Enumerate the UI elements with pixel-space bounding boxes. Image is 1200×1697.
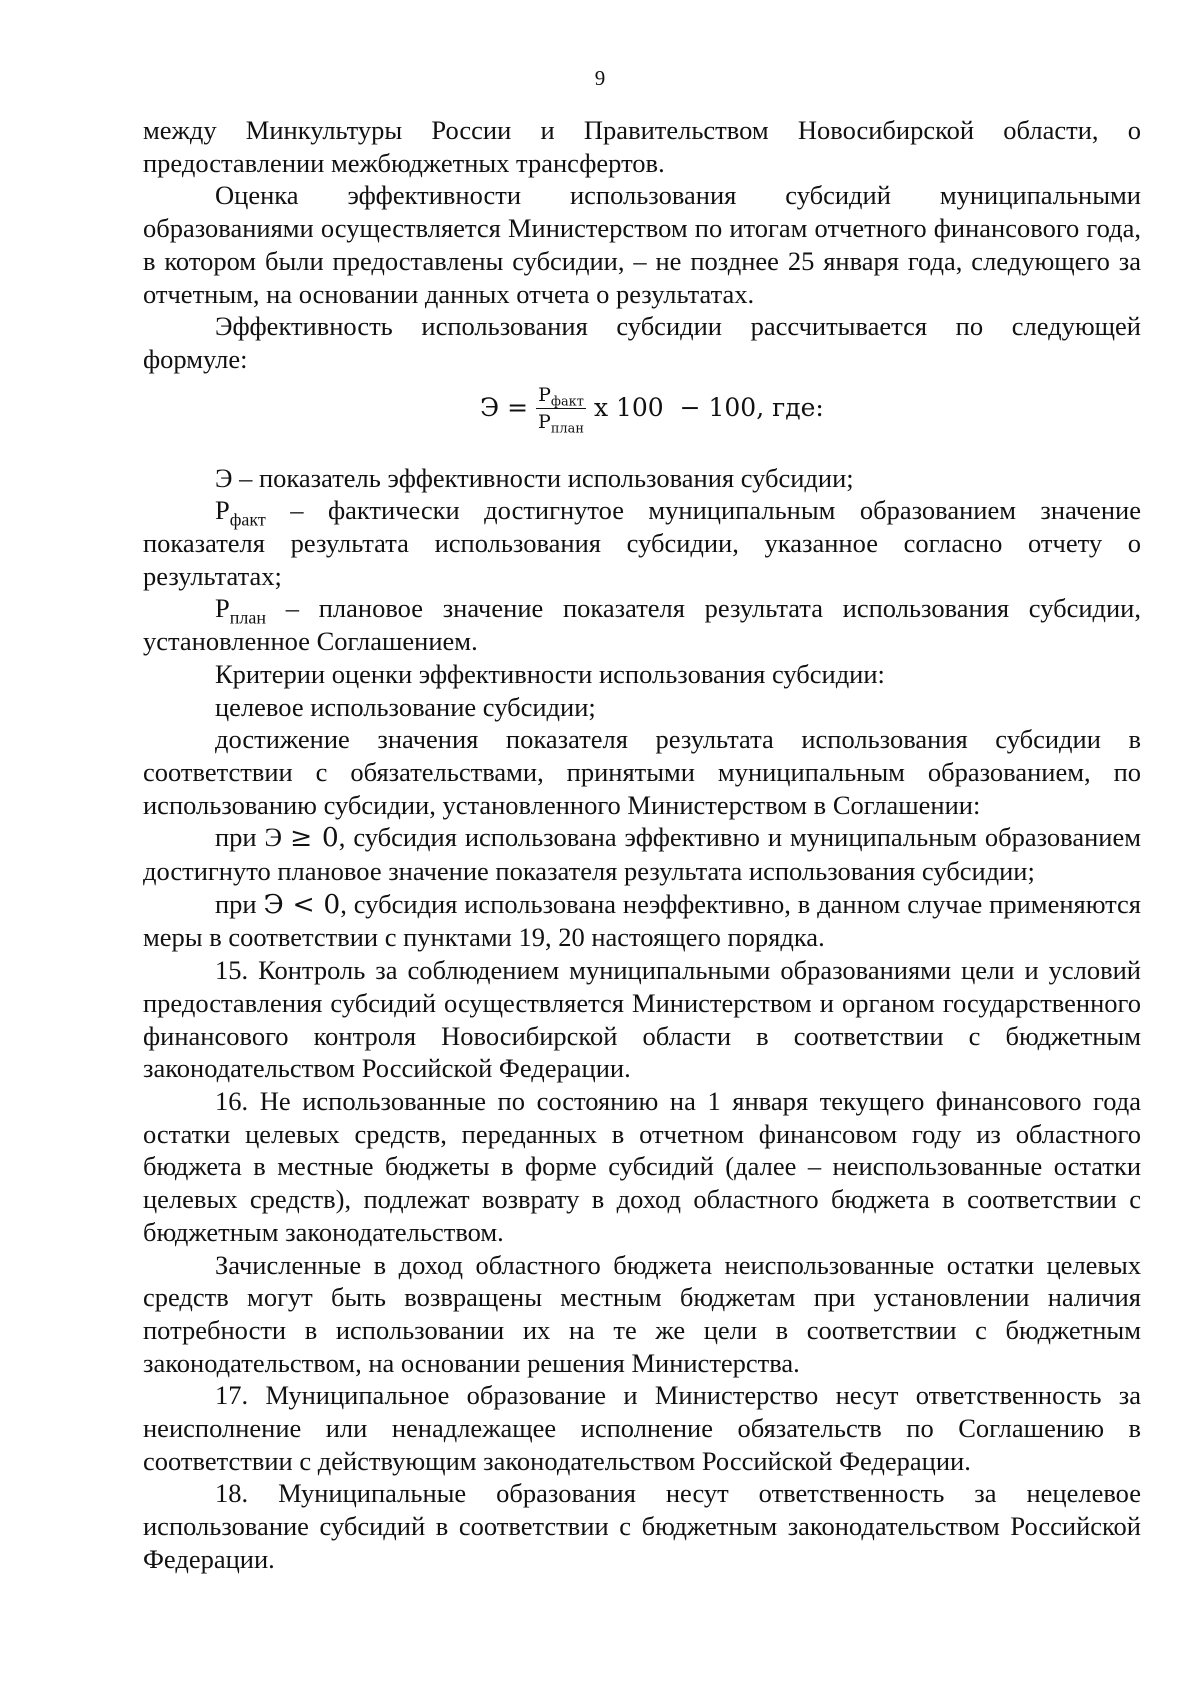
paragraph-definition-pfakt [143,494,1141,592]
condition-effective-text: , субсидия использована эффективно и муниципальным образованием достигнуто плановое значение показателя результата использования субсидии; [143,822,1141,887]
paragraph-evaluation: Оценка эффективности использования субсидий муниципальными образованиями осуществляется Министерством по итогам отчетного финансового года, в котором были предоставлены субсидии, – не позднее 25 января года, следующего за отчетным, на основании данных отчета о результатах. [143,180,1141,309]
condition-ineffective-math: Э < 0 [263,888,341,920]
paragraph-item-16: 16. Не использованные по состоянию на 1 января текущего финансового года остатки целевых средств, переданных в отчетном финансовом году из областного бюджета в местные бюджеты в форме субсидий (далее – неиспользованные остатки целевых средств), подлежат возврату в доход областного бюджета в соответствии с бюджетным законодательством. [143,1085,1141,1247]
paragraph-definition-e: Э – показатель эффективности использования субсидии; [215,462,854,493]
formula-fraction [536,383,586,437]
document-body [143,114,1141,1576]
paragraph-criterion-target-use: целевое использование субсидии; [215,691,596,722]
paragraph-item-15: 15. Контроль за соблюдением муниципальными образованиями цели и условий предоставления субсидий осуществляется Министерством и органом государственного финансового контроля Новосибирской области в соответствии с бюджетным законодательством Российской Федерации. [143,955,1141,1084]
paragraph-condition-effective [143,821,1141,887]
condition-ineffective-pre: при [215,888,264,919]
paragraph-criteria-heading: Критерии оценки эффективности использования субсидии: [215,658,885,689]
formula-numerator-sub: факт [550,394,584,410]
paragraph-criterion-achievement: достижение значения показателя результата использования субсидии в соответствии с обязательствами, принятыми муниципальным образованием, по использованию субсидии, установленного Министерством в Соглашении: [143,724,1141,820]
page-number: 9 [594,66,606,90]
paragraph-item-18: 18. Муниципальные образования несут ответственность за нецелевое использование субсидий в соответствии с бюджетным законодательством Российской Федерации. [143,1478,1141,1574]
symbol-p-fakt: факт [229,509,266,530]
paragraph-formula-intro: Эффективность использования субсидии рассчитывается по следующей формуле: [143,311,1141,374]
condition-ineffective-text: , субсидия использована неэффективно, в данном случае применяются меры в соответствии с пунктами 19, 20 настоящего порядка. [143,888,1142,953]
condition-effective-math: ≥ 0 [289,822,339,854]
formula-tail: х 100 − 100, где: [593,393,824,423]
definition-pfakt-text: – фактически достигнутое муниципальным образованием значение показателя результата использования субсидии, указанное согласно отчету о результатах; [143,495,1141,591]
definition-pplan-text: – плановое значение показателя результата использования субсидии, установленное Соглашением. [143,593,1141,657]
symbol-p-base: Р [215,593,230,624]
paragraph-definition-pplan [143,592,1141,657]
formula-denominator-sub: план [550,421,584,437]
paragraph-continuation: между Минкультуры России и Правительством Новосибирской области, о предоставлении межбюджетных трансфертов. [143,115,1141,178]
symbol-p-base: Р [215,495,230,526]
symbol-p-plan: план [229,607,267,628]
paragraph-item-16-continued: Зачисленные в доход областного бюджета неиспользованные остатки целевых средств могут быть возвращены местным бюджетам при установлении наличия потребности в использовании их на те же цели в соответствии с бюджетным законодательством, на основании решения Министерства. [143,1249,1141,1378]
condition-effective-pre: при Э [215,822,290,853]
formula-lhs: Э = [480,393,529,423]
formula-denominator [536,409,586,437]
paragraph-condition-ineffective [143,888,1141,954]
paragraph-item-17: 17. Муниципальное образование и Министерство несут ответственность за неисполнение или ненадлежащее исполнение обязательств по Соглашению в соответствии с действующим законодательством Российской Федерации. [143,1380,1141,1476]
formula-block [143,376,1141,462]
efficiency-formula [480,383,824,437]
formula-numerator [536,384,586,409]
formula-denominator-base: Р [538,410,551,433]
formula-numerator-base: Р [538,383,551,406]
